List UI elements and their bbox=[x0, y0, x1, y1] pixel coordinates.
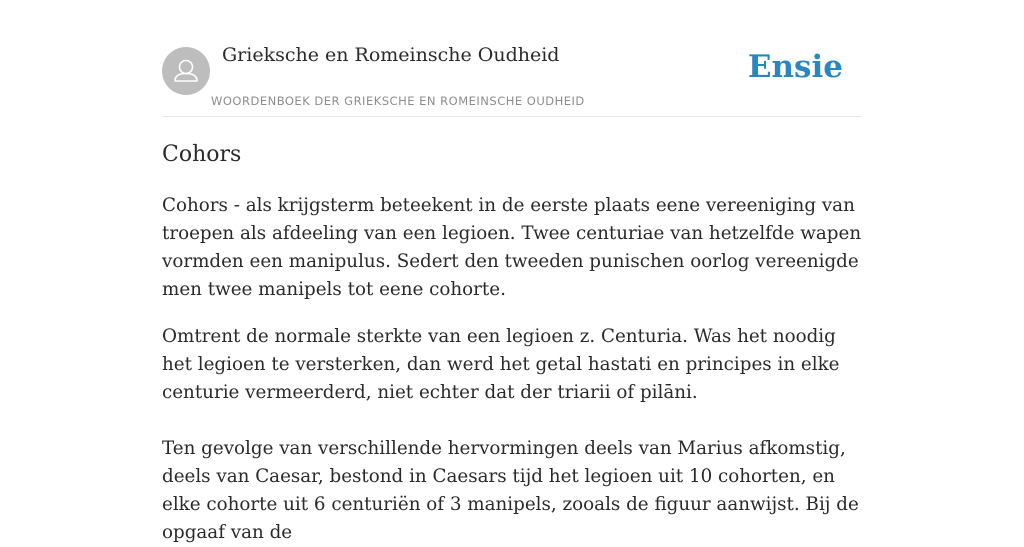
avatar-silhouette-icon bbox=[162, 47, 210, 95]
page-header bbox=[162, 0, 862, 117]
site-title-link[interactable]: Grieksche en Romeinsche Oudheid bbox=[222, 44, 560, 66]
article-title: Cohors bbox=[162, 142, 242, 167]
article-paragraph-3: Ten gevolge van verschillende hervormingen deels van Marius afkomstig, deels van Caesar, bestond in Caesars tijd het legioen uit 10 cohorten, en elke cohorte uit 6 centuriën of 3 manipels, zooals de figuur aanwijst. Bij de opgaaf van de bbox=[162, 438, 859, 543]
article bbox=[162, 140, 862, 547]
ensie-logo-link[interactable]: Ensie bbox=[747, 49, 843, 85]
user-avatar-icon[interactable] bbox=[162, 47, 210, 95]
site-subtitle: WOORDENBOEK DER GRIEKSCHE EN ROMEINSCHE OUDHEID bbox=[211, 94, 585, 108]
article-paragraph-1: Cohors - als krijgsterm beteekent in de eerste plaats eene vereeniging van troepen als afdeeling van een legioen. Twee centuriae van hetzelfde wapen vormden een manipulus. Sedert den tweeden punischen oorlog vereenigde men twee manipels tot eene cohorte. bbox=[162, 195, 862, 300]
article-paragraph-2: Omtrent de normale sterkte van een legioen z. Centuria. Was het noodig het legioen te versterken, dan werd het getal hastati en principes in elke centurie vermeerderd, niet echter dat der triarii of pilāni. bbox=[162, 326, 840, 403]
